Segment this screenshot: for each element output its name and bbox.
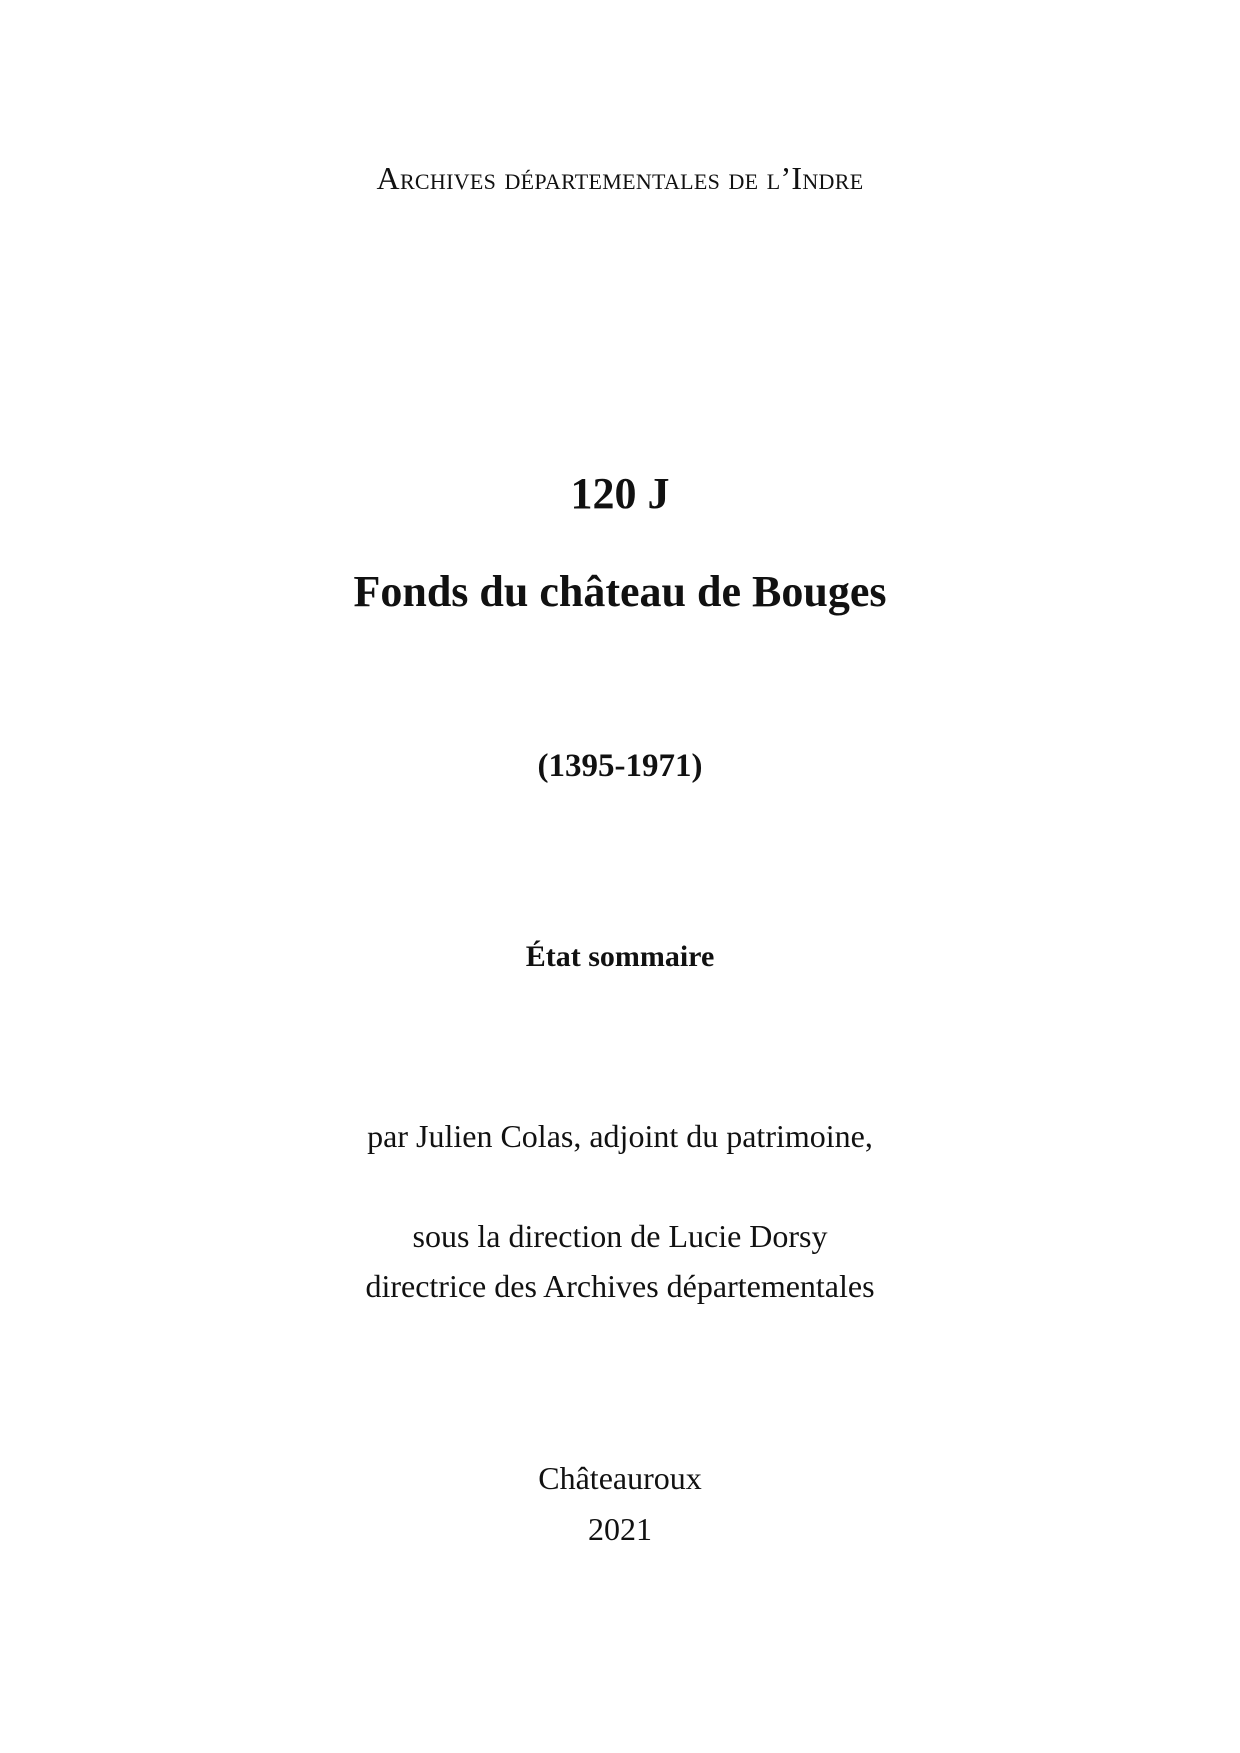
date-range: (1395-1971) (537, 748, 703, 784)
publication-year: 2021 (588, 1511, 652, 1547)
document-type: État sommaire (525, 940, 715, 973)
direction-line: sous la direction de Lucie Dorsy (412, 1218, 828, 1254)
fonds-cote: 120 J (570, 469, 670, 518)
publication-place: Châteauroux (538, 1460, 702, 1496)
director-role: directrice des Archives départementales (365, 1268, 875, 1304)
page-title: Fonds du château de Bouges (353, 567, 887, 616)
institution-name: Archives départementales de l’Indre (376, 160, 864, 196)
author-line: par Julien Colas, adjoint du patrimoine, (367, 1118, 873, 1154)
